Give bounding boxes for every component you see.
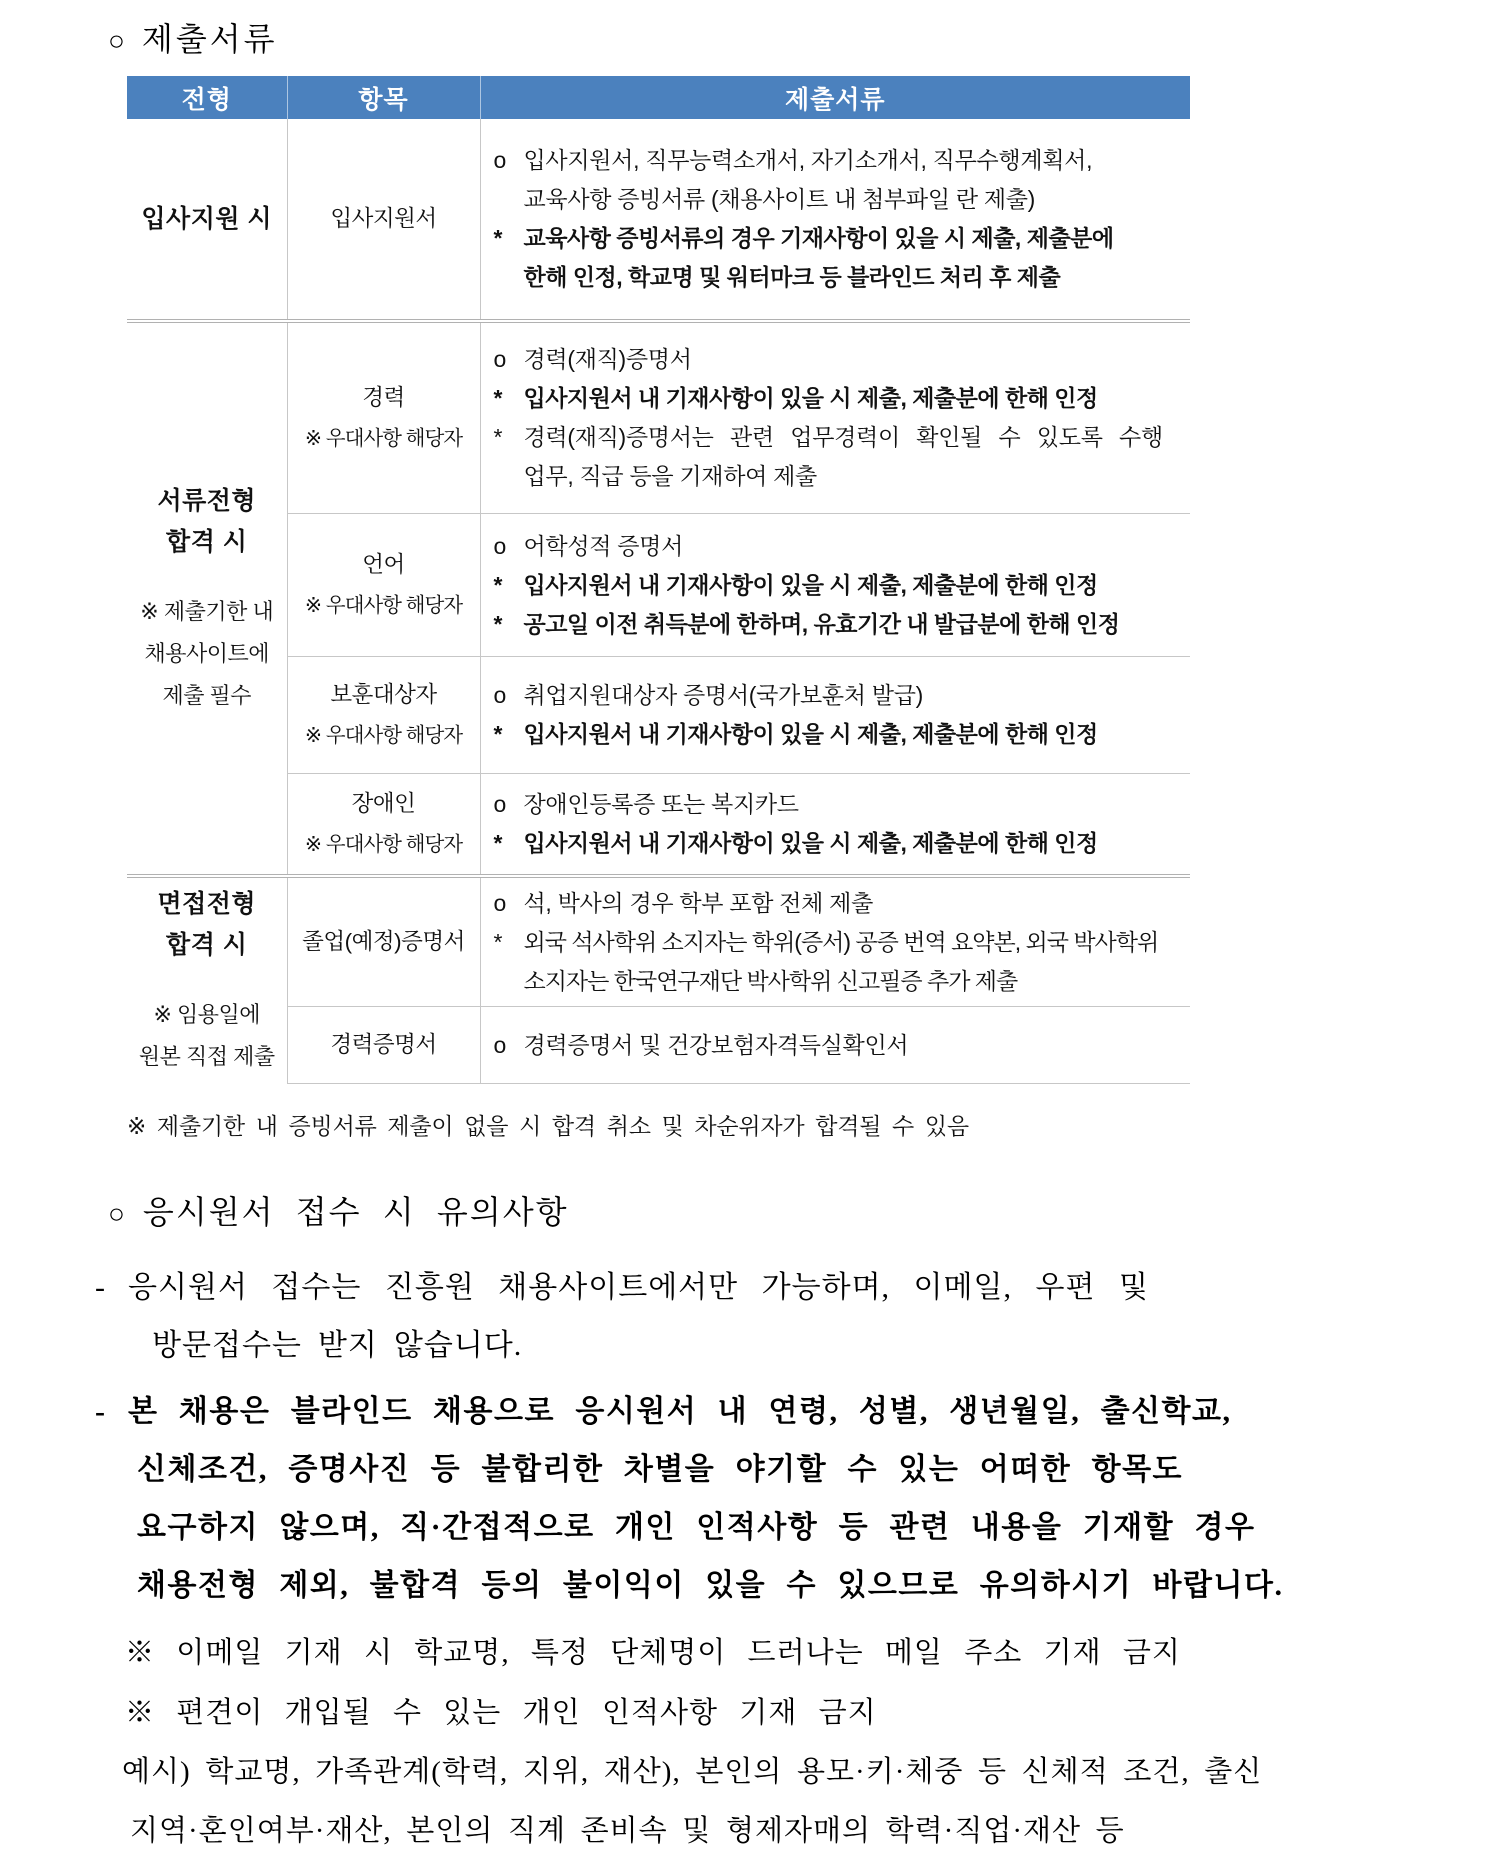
item-cell bbox=[287, 321, 480, 514]
content-line: o 경력증명서 및 건강보험자격득실확인서 bbox=[493, 1031, 909, 1058]
item-note: ※ 우대사항 해당자 bbox=[304, 594, 463, 617]
content-line: o 입사지원서, 직무능력소개서, 자기소개서, 직무수행계획서, bbox=[481, 141, 1191, 180]
content-line: * 공고일 이전 취득분에 한하며, 유효기간 내 발급분에 한해 인정 bbox=[493, 610, 1120, 637]
item-cell bbox=[287, 657, 480, 774]
notice-line: 신체조건, 증명사진 등 불합리한 차별을 야기할 수 있는 어떠한 항목도 bbox=[137, 1453, 1184, 1486]
table-row-career-cert bbox=[127, 1007, 1190, 1084]
table-header-row bbox=[127, 76, 1190, 119]
content-cell bbox=[480, 321, 1190, 514]
item-label: 졸업(예정)증명서 bbox=[302, 929, 465, 954]
table-row-language bbox=[127, 514, 1190, 657]
notice-example bbox=[0, 1743, 1488, 1861]
content-line: o 취업지원대상자 증명서(국가보훈처 발급) bbox=[493, 682, 924, 708]
content-line: 업무, 직급 등을 기재하여 제출 bbox=[523, 463, 817, 489]
col-header-documents: 제출서류 bbox=[480, 76, 1190, 119]
notice-line: 본 채용은 블라인드 채용으로 응시원서 내 연령, 성별, 생년월일, 출신학교, bbox=[128, 1395, 1232, 1428]
page-title-text: 제출서류 bbox=[141, 21, 278, 57]
content-line: * 경력(재직)증명서는 관련 업무경력이 확인될 수 있도록 수행 bbox=[493, 424, 1163, 450]
asterisk-marker: * bbox=[493, 225, 502, 251]
table-row-application bbox=[127, 119, 1190, 321]
dash-bullet-icon: - bbox=[95, 1395, 107, 1428]
item-label: 경력증명서 bbox=[330, 1032, 437, 1057]
item-note: ※ 우대사항 해당자 bbox=[304, 833, 463, 856]
content-line: 소지자는 한국연구재단 박사학위 신고필증 추가 제출 bbox=[523, 967, 1018, 994]
stage-note: ※ 임용일에 bbox=[153, 1001, 261, 1027]
circle-bullet-icon: ○ bbox=[108, 1199, 127, 1230]
content-line: o 어학성적 증명서 bbox=[493, 532, 684, 559]
circle-bullet-icon: ○ bbox=[108, 26, 128, 57]
content-cell bbox=[480, 774, 1190, 877]
content-line: o 경력(재직)증명서 bbox=[493, 346, 692, 372]
item-cell bbox=[287, 1007, 480, 1084]
notice-line: 채용전형 제외, 불합격 등의 불이익이 있을 수 있으므로 유의하시기 바랍니다. bbox=[137, 1569, 1284, 1602]
stage-title: 입사지원 시 bbox=[141, 204, 273, 233]
item-cell bbox=[287, 514, 480, 657]
table-footnote: ※ 제출기한 내 증빙서류 제출이 없을 시 합격 취소 및 차순위자가 합격될 수 있음 bbox=[127, 1113, 969, 1139]
table-row-graduation bbox=[127, 876, 1190, 1007]
stage-note: 원본 직접 제출 bbox=[138, 1043, 275, 1069]
content-line: * 교육사항 증빙서류의 경우 기재사항이 있을 시 제출, 제출분에 bbox=[481, 219, 1191, 258]
item-cell bbox=[287, 774, 480, 877]
notice-paragraph-reception bbox=[0, 1259, 1488, 1375]
notice-example-line: 예시) 학교명, 가족관계(학력, 지위, 재산), 본인의 용모·키·체중 등 신체적 조건, 출신 bbox=[122, 1756, 1263, 1788]
content-line: o 석, 박사의 경우 학부 포함 전체 제출 bbox=[493, 889, 873, 916]
item-label: 장애인 bbox=[351, 791, 416, 816]
table-row-career bbox=[127, 321, 1190, 514]
col-header-item: 항목 bbox=[287, 76, 480, 119]
notice-line: 응시원서 접수는 진흥원 채용사이트에서만 가능하며, 이메일, 우편 및 bbox=[128, 1271, 1149, 1304]
stage-note: 제출 필수 bbox=[162, 682, 252, 708]
item-cell bbox=[287, 119, 480, 321]
notice-line: 방문접수는 받지 않습니다. bbox=[152, 1329, 523, 1362]
content-cell bbox=[480, 1007, 1190, 1084]
content-line: 한해 인정, 학교명 및 워터마크 등 블라인드 처리 후 제출 bbox=[523, 264, 1061, 290]
stage-cell-document-pass bbox=[127, 321, 287, 876]
stage-title: 면접전형 bbox=[157, 889, 257, 918]
notice-section bbox=[0, 1187, 1488, 1861]
content-line: * 입사지원서 내 기재사항이 있을 시 제출, 제출분에 한해 인정 bbox=[493, 385, 1098, 411]
stage-title: 서류전형 bbox=[157, 486, 257, 515]
dash-bullet-icon: - bbox=[95, 1271, 106, 1304]
notice-subnote: ※ 이메일 기재 시 학교명, 특정 단체명이 드러나는 메일 주소 기재 금지 bbox=[125, 1637, 1181, 1669]
o-marker: o bbox=[493, 147, 506, 173]
item-note: ※ 우대사항 해당자 bbox=[304, 427, 463, 450]
stage-title: 합격 시 bbox=[166, 930, 248, 959]
content-line: * 입사지원서 내 기재사항이 있을 시 제출, 제출분에 한해 인정 bbox=[493, 571, 1098, 598]
content-cell bbox=[480, 657, 1190, 774]
content-line: * 입사지원서 내 기재사항이 있을 시 제출, 제출분에 한해 인정 bbox=[493, 830, 1098, 856]
notice-example-line: 지역·혼인여부·재산, 본인의 직계 존비속 및 형제자매의 학력·직업·재산 등 bbox=[130, 1815, 1125, 1847]
notice-title-text: 응시원서 접수 시 유의사항 bbox=[142, 1194, 569, 1230]
content-line: * 외국 석사학위 소지자는 학위(증서) 공증 번역 요약본, 외국 박사학위 bbox=[493, 928, 1159, 955]
stage-cell-interview-pass bbox=[127, 876, 287, 1084]
content-line: o 장애인등록증 또는 복지카드 bbox=[493, 791, 799, 817]
notice-section-title bbox=[108, 1187, 1488, 1233]
notice-subnotes bbox=[0, 1623, 1488, 1743]
notice-paragraph-blind-hiring bbox=[0, 1383, 1488, 1615]
table-row-veteran bbox=[127, 657, 1190, 774]
item-label: 경력 bbox=[362, 385, 405, 410]
notice-line: 요구하지 않으며, 직·간접적으로 개인 인적사항 등 관련 내용을 기재할 경우 bbox=[137, 1511, 1256, 1544]
item-cell bbox=[287, 876, 480, 1007]
content-line: 교육사항 증빙서류 (채용사이트 내 첨부파일 란 제출) bbox=[523, 186, 1036, 212]
item-label: 입사지원서 bbox=[330, 206, 437, 231]
submission-documents-table bbox=[127, 76, 1190, 1084]
item-label: 보훈대상자 bbox=[330, 682, 437, 707]
content-cell bbox=[480, 514, 1190, 657]
content-line: * 입사지원서 내 기재사항이 있을 시 제출, 제출분에 한해 인정 bbox=[493, 721, 1098, 747]
stage-cell-application bbox=[127, 119, 287, 321]
page-title bbox=[108, 14, 1488, 60]
content-cell bbox=[480, 876, 1190, 1007]
item-label: 언어 bbox=[362, 552, 405, 577]
item-note: ※ 우대사항 해당자 bbox=[304, 724, 463, 747]
notice-subnote: ※ 편견이 개입될 수 있는 개인 인적사항 기재 금지 bbox=[125, 1697, 877, 1729]
content-cell bbox=[480, 119, 1190, 321]
stage-note: 채용사이트에 bbox=[144, 640, 269, 666]
stage-title: 합격 시 bbox=[166, 527, 248, 556]
stage-note: ※ 제출기한 내 bbox=[140, 598, 274, 624]
col-header-stage: 전형 bbox=[127, 76, 287, 119]
table-row-disabled bbox=[127, 774, 1190, 877]
